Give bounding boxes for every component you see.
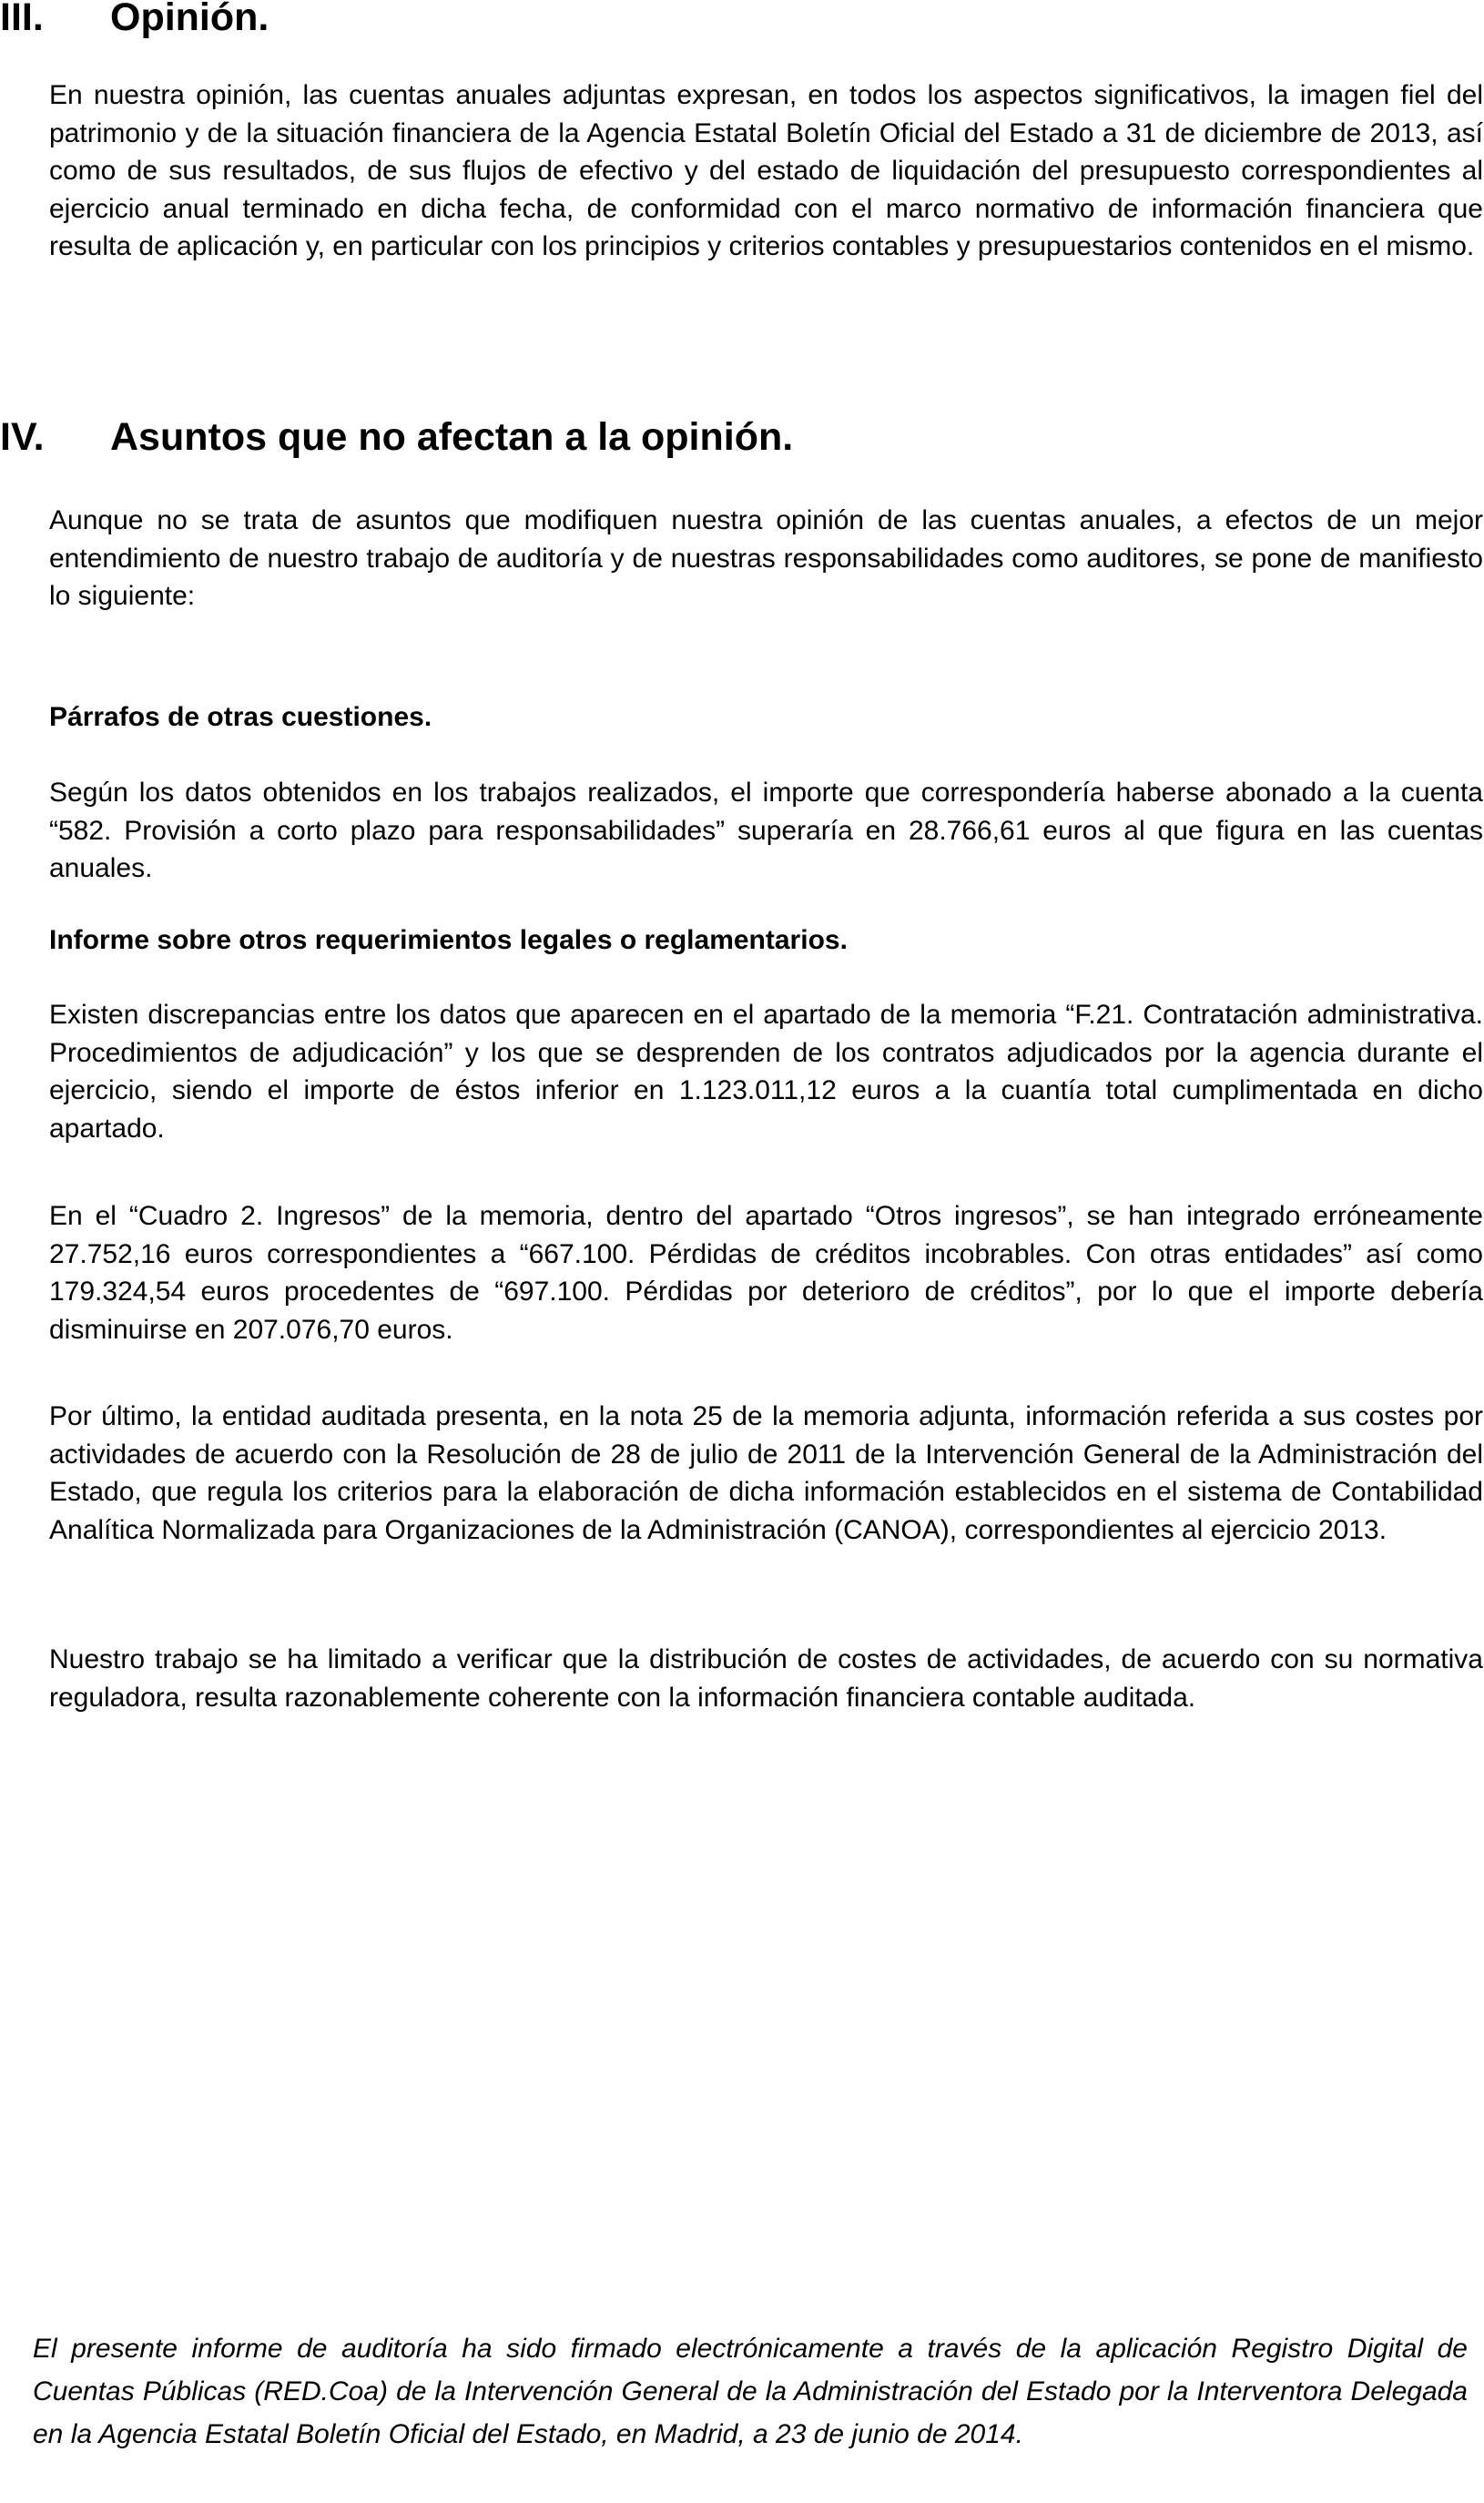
subheading-other-matters: Párrafos de otras cuestiones. — [49, 702, 432, 732]
legal-paragraph-costs: Por último, la entidad auditada presenta, en la nota 25 de la memoria adjunta, información referida a sus costes por actividades de acuerdo con la Resolución de 28 de julio de 2011 de la Intervención General de la Administración del Estado, que regula los criterios para la elaboración de dicha información establecidos en el sistema de Contabilidad Analítica Normalizada para Organizaciones de la Administración (CANOA), correspondientes al ejercicio 2013. — [49, 1401, 1483, 1545]
subheading-legal-requirements: Informe sobre otros requerimientos legales o reglamentarios. — [49, 925, 848, 955]
section-heading-other-matters — [0, 414, 794, 460]
section-heading-opinion — [0, 0, 269, 40]
intro-paragraph: Aunque no se trata de asuntos que modifiquen nuestra opinión de las cuentas anuales, a efectos de un mejor entendimiento de nuestro trabajo de auditoría y de nuestras responsabilidades como auditores, se pone de manifiesto lo siguiente: — [49, 505, 1483, 611]
legal-paragraph-contracts: Existen discrepancias entre los datos que aparecen en el apartado de la memoria “F.21. Contratación administrativa. Procedimientos de adjudicación” y los que se desprenden de los contratos adjudicados por la agencia durante el ejercicio, siendo el importe de éstos inferior en 1.123.011,12 euros a la cuantía total cumplimentada en dicho apartado. — [49, 1000, 1483, 1144]
opinion-paragraph: En nuestra opinión, las cuentas anuales adjuntas expresan, en todos los aspectos significativos, la imagen fiel del patrimonio y de la situación financiera de la Agencia Estatal Boletín Oficial del Estado a 31 de diciembre de 2013, así como de sus resultados, de sus flujos de efectivo y del estado de liquidación del presupuesto correspondientes al ejercicio anual terminado en dicha fecha, de conformidad con el marco normativo de información financiera que resulta de aplicación y, en particular con los principios y criterios contables y presupuestarios contenidos en el mismo. — [49, 80, 1483, 261]
section-title: Asuntos que no afectan a la opinión. — [110, 415, 794, 459]
section-number: III. — [0, 0, 44, 39]
section-number: IV. — [0, 415, 45, 459]
legal-paragraph-verification: Nuestro trabajo se ha limitado a verificar que la distribución de costes de actividades, de acuerdo con su normativa reguladora, resulta razonablemente coherente con la información financiera contable auditada. — [49, 1644, 1483, 1713]
other-matters-paragraph: Según los datos obtenidos en los trabajos realizados, el importe que correspondería haberse abonado a la cuenta “582. Provisión a corto plazo para responsabilidades” superaría en 28.766,61 euros al que figura en las cuentas anuales. — [49, 778, 1483, 883]
signature-footer-note: El presente informe de auditoría ha sido firmado electrónicamente a través de la aplicación Registro Digital de Cuentas Públicas (RED.Coa) de la Intervención General de la Administración del Estado por la Interventora Delegada en la Agencia Estatal Boletín Oficial del Estado, en Madrid, a 23 de junio de 2014. — [33, 2334, 1468, 2449]
legal-paragraph-income: En el “Cuadro 2. Ingresos” de la memoria, dentro del apartado “Otros ingresos”, se han integrado erróneamente 27.752,16 euros correspondientes a “667.100. Pérdidas de créditos incobrables. Con otras entidades” así como 179.324,54 euros procedentes de “697.100. Pérdidas por deterioro de créditos”, por lo que el importe debería disminuirse en 207.076,70 euros. — [49, 1201, 1483, 1345]
section-title: Opinión. — [110, 0, 269, 39]
